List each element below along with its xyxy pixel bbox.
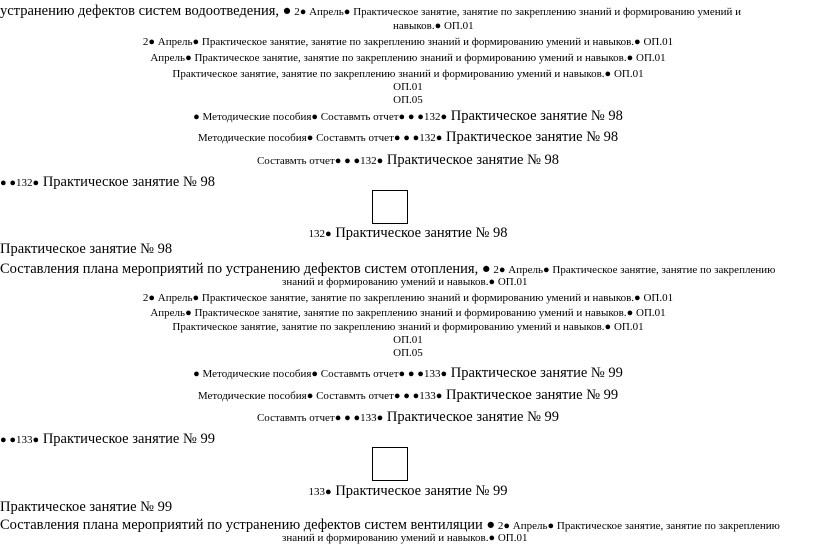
block1-line13: Практическое занятие № 98 (0, 241, 173, 257)
block1-line5: Практическое занятие, занятие по закреплению знаний и формированию умений и навыков.● ОП.01 (172, 68, 644, 80)
block1-heading-details: 2● Апрель● Практическое занятие, занятие по закреплению знаний и формированию умений и (291, 6, 742, 18)
block2-line2: знаний и формированию умений и навыков.● ОП.01 (282, 276, 528, 288)
block1-line6: ОП.01 (393, 81, 423, 93)
block2-line7: ОП.05 (393, 347, 423, 359)
block2-line11: ● ●133● Практическое занятие № 99 (0, 431, 215, 447)
block3-heading-details: 2● Апрель● Практическое занятие, занятие по закреплению (495, 520, 780, 532)
block2-heading-line (0, 261, 775, 277)
block2-line10: Составмть отчет● ● ●133● Практическое занятие № 99 (256, 409, 560, 425)
block2-line4: Апрель● Практическое занятие, занятие по закреплению знаний и формированию умений и навыков.● ОП.01 (150, 307, 666, 319)
image-placeholder (372, 447, 408, 481)
block2-line8: ● Методические пособия● Составмть отчет● ● ●133● Практическое занятие № 99 (193, 365, 623, 381)
block1-heading: устранению дефектов систем водоотведения, ● (0, 3, 292, 19)
block1-line9: Методические пособия● Составмть отчет● ● ●132● Практическое занятие № 98 (197, 129, 619, 145)
block3-heading-line (0, 517, 780, 533)
block1-line10: Составмть отчет● ● ●132● Практическое занятие № 98 (256, 152, 560, 168)
block1-line4: Апрель● Практическое занятие, занятие по закреплению знаний и формированию умений и навыков.● ОП.01 (150, 52, 666, 64)
block2-line13: Практическое занятие № 99 (0, 499, 173, 515)
block2-line9: Методические пособия● Составмть отчет● ● ●133● Практическое занятие № 99 (197, 387, 619, 403)
image-placeholder (372, 190, 408, 224)
block2-heading: Составления плана мероприятий по устранению дефектов систем отопления, ● (0, 261, 491, 277)
block2-line5: Практическое занятие, занятие по закреплению знаний и формированию умений и навыков.● ОП.01 (172, 321, 644, 333)
block2-line3: 2● Апрель● Практическое занятие, занятие по закреплению знаний и формированию умений и навыков.● ОП.01 (142, 292, 674, 304)
block2-line6: ОП.01 (393, 334, 423, 346)
block2-line12: 133● Практическое занятие № 99 (308, 483, 508, 499)
block1-heading-line (0, 3, 741, 19)
block1-line12: 132● Практическое занятие № 98 (308, 225, 508, 241)
block1-line2: навыков.● ОП.01 (393, 20, 474, 32)
block1-line8: ● Методические пособия● Составмть отчет● ● ●132● Практическое занятие № 98 (193, 108, 623, 124)
block3-heading: Составления плана мероприятий по устранению дефектов систем вентиляции ● (0, 517, 496, 533)
block1-line7: ОП.05 (393, 94, 423, 106)
block1-line3: 2● Апрель● Практическое занятие, занятие по закреплению знаний и формированию умений и навыков.● ОП.01 (142, 36, 674, 48)
block2-heading-details: 2● Апрель● Практическое занятие, занятие по закреплению (490, 264, 776, 276)
block1-line11: ● ●132● Практическое занятие № 98 (0, 174, 215, 190)
block3-line2: знаний и формированию умений и навыков.● ОП.01 (282, 532, 528, 544)
